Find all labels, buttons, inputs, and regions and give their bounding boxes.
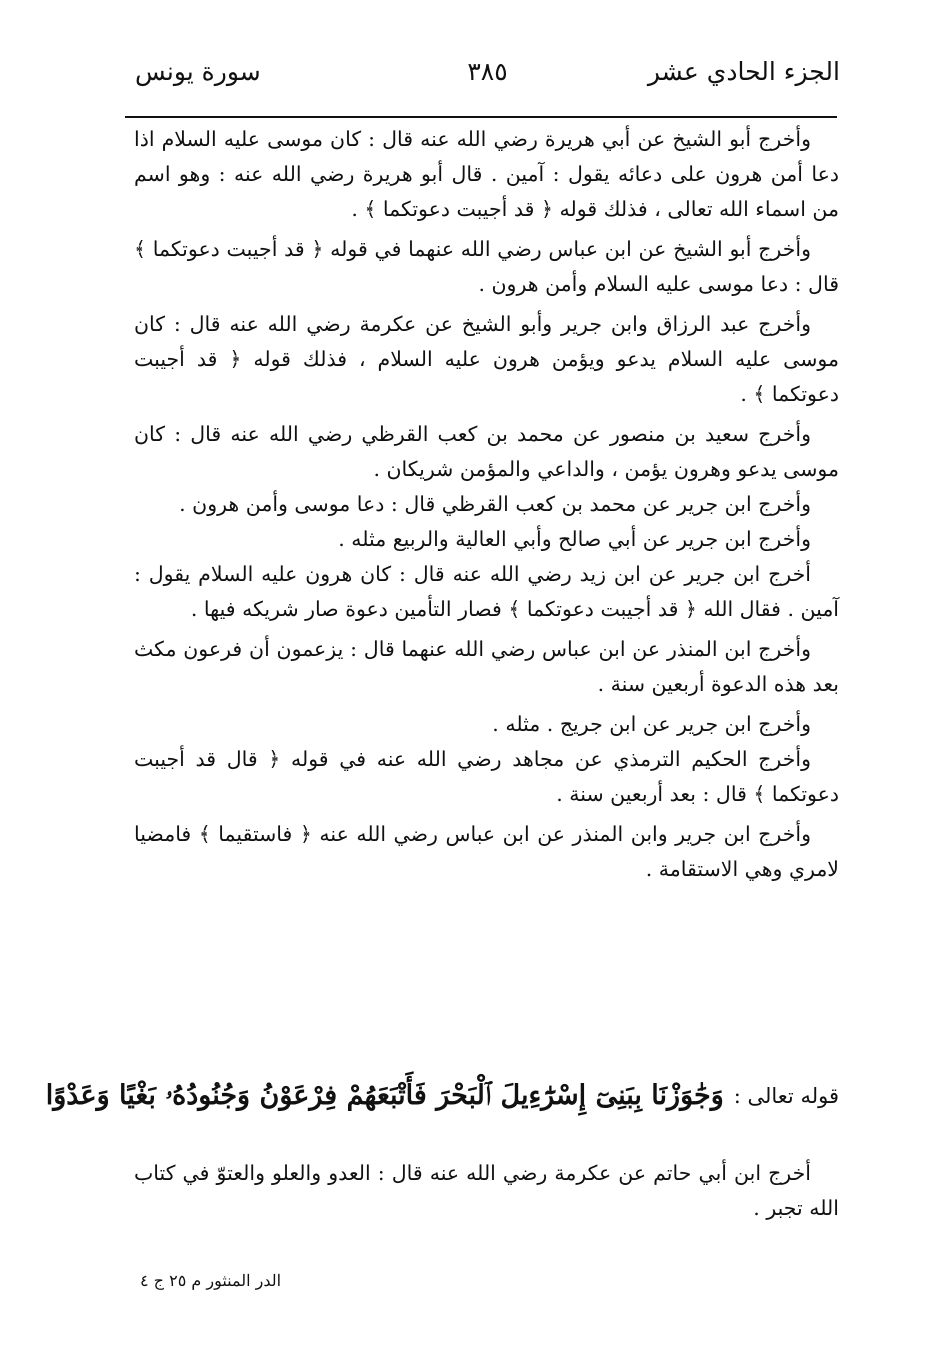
- page-number: ٣٨٥: [467, 57, 508, 86]
- page-header: [135, 52, 840, 92]
- verse-text: وَجَٰوَزْنَا بِبَنِىٓ إِسْرَٰٓءِيلَ ٱلْبَحْرَ فَأَتْبَعَهُمْ فِرْعَوْنُ وَجُنُودُهُۥ بَغْيًا وَعَدْوًا: [45, 1080, 724, 1111]
- surah-title: سورة يونس: [135, 57, 261, 86]
- paragraph-8: وأخرج ابن المنذر عن ابن عباس رضي الله عنهما قال : يزعمون أن فرعون مكث بعد هذه الدعوة أربعين سنة .: [134, 637, 839, 696]
- quran-verse: [45, 1060, 839, 1132]
- paragraph-11: وأخرج ابن جرير وابن المنذر عن ابن عباس رضي الله عنه ﴿ فاستقيما ﴾ فامضيا لامري وهي الاستقامة .: [134, 822, 839, 881]
- paragraph-6: وأخرج ابن جرير عن أبي صالح وأبي العالية والربيع مثله .: [338, 527, 811, 551]
- header-divider: [125, 116, 837, 118]
- paragraph-1: وأخرج أبو الشيخ عن أبي هريرة رضي الله عنه قال : كان موسى عليه السلام اذا دعا أمن هرون على دعائه يقول : آمين . قال أبو هريرة رضي الله عنه : وهو اسم من اسماء الله تعالى ، فذلك قوله ﴿ قد أجيبت دعوتكما ﴾ .: [134, 127, 840, 221]
- paragraph-4: وأخرج سعيد بن منصور عن محمد بن كعب القرظي رضي الله عنه قال : كان موسى يدعو وهرون يؤمن ، والداعي والمؤمن شريكان .: [134, 422, 839, 481]
- part-title: الجزء الحادي عشر: [647, 57, 840, 86]
- main-text: [134, 122, 839, 892]
- paragraph-2: وأخرج أبو الشيخ عن ابن عباس رضي الله عنهما في قوله ﴿ قد أجيبت دعوتكما ﴾ قال : دعا موسى عليه السلام وأمن هرون .: [134, 237, 839, 296]
- footer-signature: الدر المنثور م ٢٥ ج ٤: [140, 1271, 282, 1290]
- paragraph-9: وأخرج ابن جرير عن ابن جريج . مثله .: [492, 712, 811, 736]
- commentary-text: [134, 1156, 839, 1226]
- verse-intro: قوله تعالى :: [733, 1084, 839, 1108]
- paragraph-10: وأخرج الحكيم الترمذي عن مجاهد رضي الله عنه في قوله ﴿ قال قد أجيبت دعوتكما ﴾ قال : بعد أربعين سنة .: [134, 747, 839, 806]
- tail-paragraph: أخرج ابن أبي حاتم عن عكرمة رضي الله عنه قال : العدو والعلو والعتوّ في كتاب الله تجبر .: [134, 1161, 839, 1220]
- paragraph-7: أخرج ابن جرير عن ابن زيد رضي الله عنه قال : كان هرون عليه السلام يقول : آمين . فقال الله ﴿ قد أجيبت دعوتكما ﴾ فصار التأمين دعوة صار شريكه فيها .: [134, 562, 839, 621]
- paragraph-5: وأخرج ابن جرير عن محمد بن كعب القرظي قال : دعا موسى وأمن هرون .: [179, 492, 811, 516]
- paragraph-3: وأخرج عبد الرزاق وابن جرير وأبو الشيخ عن عكرمة رضي الله عنه قال : كان موسى عليه السلام يدعو ويؤمن هرون عليه السلام ، فذلك قوله ﴿ قد أجيبت دعوتكما ﴾ .: [134, 312, 839, 406]
